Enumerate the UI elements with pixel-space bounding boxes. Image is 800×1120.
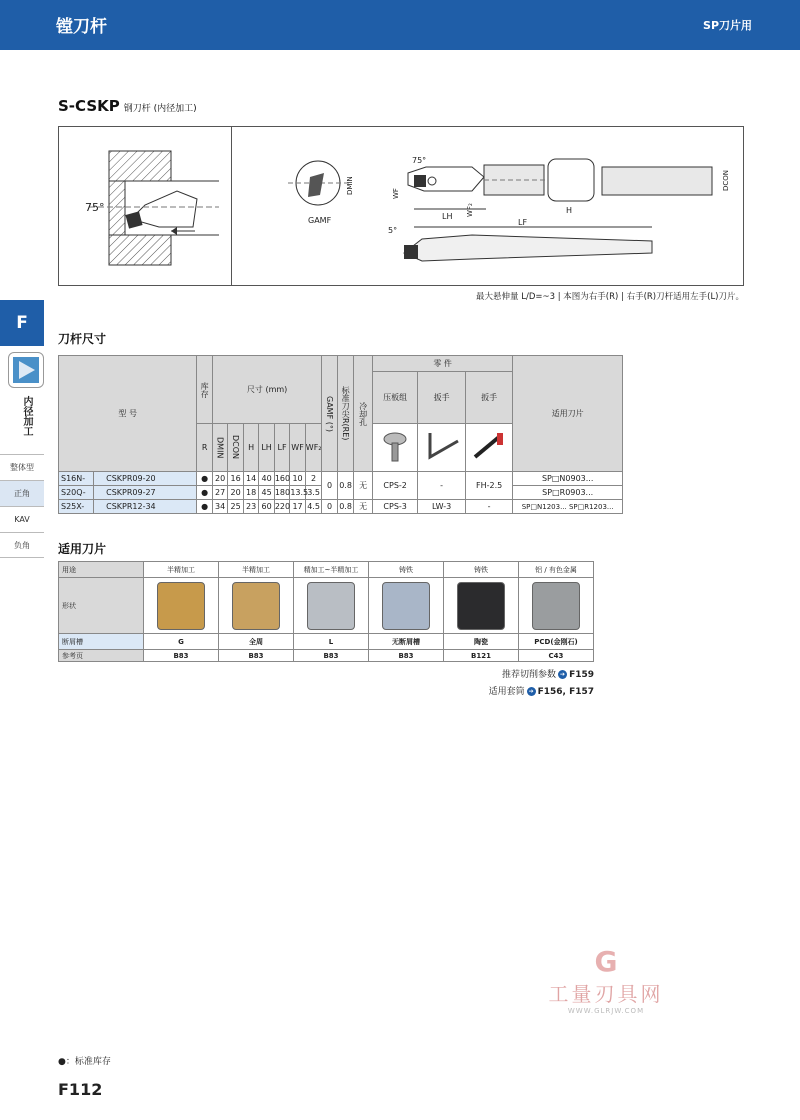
tool-diagram [58,126,744,286]
torx-wrench-image [465,424,513,472]
th-wf: WF [290,424,305,472]
side-nav-item-negative[interactable]: 负角 [0,532,44,558]
side-nav-item-positive[interactable]: 正角 [0,480,44,506]
usage-note: 最大悬伸量 L/D=~3 | 本图为右手(R) | 右手(R)刀杆适用左手(L)刀片。 [476,292,744,302]
holder-drawing [232,127,744,285]
insert-ceramic-icon [457,582,505,630]
side-nav-item-kav[interactable]: KAV [0,506,44,532]
arrow-right-icon: ➔ [560,671,566,678]
th-wrench: 扳手 [418,372,466,424]
th-coolant: 冷却孔 [354,356,373,472]
watermark-url: WWW.GLRJW.COM [567,1007,645,1015]
diagram-left-angle: 75° [85,201,105,214]
label-lh: LH [442,212,453,221]
label-angle-top: 75° [412,156,427,165]
bore-schematic [59,127,231,285]
insert-shape-row: 形状 [59,578,594,634]
side-nav [0,454,44,558]
clamp-set-icon [380,427,410,467]
table-row: S20Q- CSKPR09-27 ● 27 20 18 45 180 13.5 3.5 SP□R0903... [59,486,623,500]
th-dims: 尺寸 (mm) [212,356,321,424]
th-clamp: 压板组 [372,372,417,424]
section-tab[interactable]: F [0,300,44,346]
boring-icon [8,352,44,388]
insert-ref-row: 参考页 B83 B83 B83 B83 B121 C43 [59,650,594,662]
th-dcon: DCON [228,424,243,472]
th-wrench2: 扳手 [465,372,513,424]
spec-title: 刀杆尺寸 [58,332,107,346]
label-dmin: DMIN [346,176,354,195]
table-row: S25X- CSKPR12-34 ● 34 25 23 60 220 17 4.5 0 0.8 无 CPS-3 LW-3 - SP□N1203... SP□R1203... [59,500,623,514]
th-dmin: DMIN [212,424,227,472]
hex-wrench-icon [422,427,462,467]
th-inserts: 适用刀片 [513,356,623,472]
insert-shape-g [144,578,219,634]
insert-breaker-row: 断屑槽 G 全周 L 无断屑槽 陶瓷 PCD(金刚石) [59,634,594,650]
stock-legend: ●：标准库存 [58,1057,111,1067]
th-gamf: GAMF (°) [322,356,337,472]
insert-g-icon [157,582,205,630]
insert-shape-pcd [519,578,594,634]
insert-shape-ceramic [444,578,519,634]
th-stock: 库存 [197,356,212,424]
insert-title: 适用刀片 [58,542,107,556]
side-vertical-label: 内径加工 [21,396,32,436]
label-wf: WF [392,188,400,199]
insert-flat-icon [382,582,430,630]
watermark-logo: G [594,945,618,978]
table-row: S16N- CSKPR09-20 ● 20 16 14 40 160 10 2 0 0.8 无 CPS-2 - FH-2.5 SP□N0903... [59,472,623,486]
insert-shape-full [219,578,294,634]
label-angle-bottom: 5° [388,226,398,235]
arrow-right-icon: ➔ [528,688,534,695]
clamp-image [372,424,417,472]
th-wf2: WF₂ [305,424,322,472]
th-lf: LF [274,424,289,472]
th-model: 型 号 [59,356,197,472]
label-lf: LF [518,218,528,227]
insert-use-row: 用途 半精加工 半精加工 精加工~半精加工 铸铁 铸铁 铝 / 有色金属 [59,562,594,578]
side-nav-item-monoblock[interactable]: 整体型 [0,454,44,480]
product-name: S-CSKP [58,97,120,115]
ref-sleeves[interactable]: 适用套筒 ➔ F156, F157 [488,687,594,697]
insert-shape-l [294,578,369,634]
insert-table [58,561,594,662]
watermark [536,945,676,1015]
th-re: 标准刀尖R(RE) [337,356,354,472]
th-h: H [243,424,258,472]
label-gamf: GAMF [308,216,332,225]
hex-wrench-image [418,424,466,472]
label-wf2: WF₂ [466,203,474,217]
page-title: 镗刀杆 [56,17,107,37]
product-subtitle: 钢刀杆 (内径加工) [123,104,197,114]
insert-full-icon [232,582,280,630]
page-number: F112 [58,1080,103,1099]
insert-l-icon [307,582,355,630]
spec-table [58,355,623,514]
th-r: R [197,424,212,472]
ref-cutting-params[interactable]: 推荐切削参数 ➔ F159 [502,670,594,680]
insert-shape-flat [369,578,444,634]
label-h: H [566,206,573,215]
label-dcon: DCON [722,169,730,191]
th-lh: LH [259,424,274,472]
watermark-name: 工量刃具网 [548,982,664,1006]
insert-pcd-icon [532,582,580,630]
page-header [0,0,800,50]
product-title [58,97,197,115]
th-parts: 零 件 [372,356,512,372]
torx-wrench-icon [469,427,509,467]
header-tag: SP刀片用 [703,19,752,32]
